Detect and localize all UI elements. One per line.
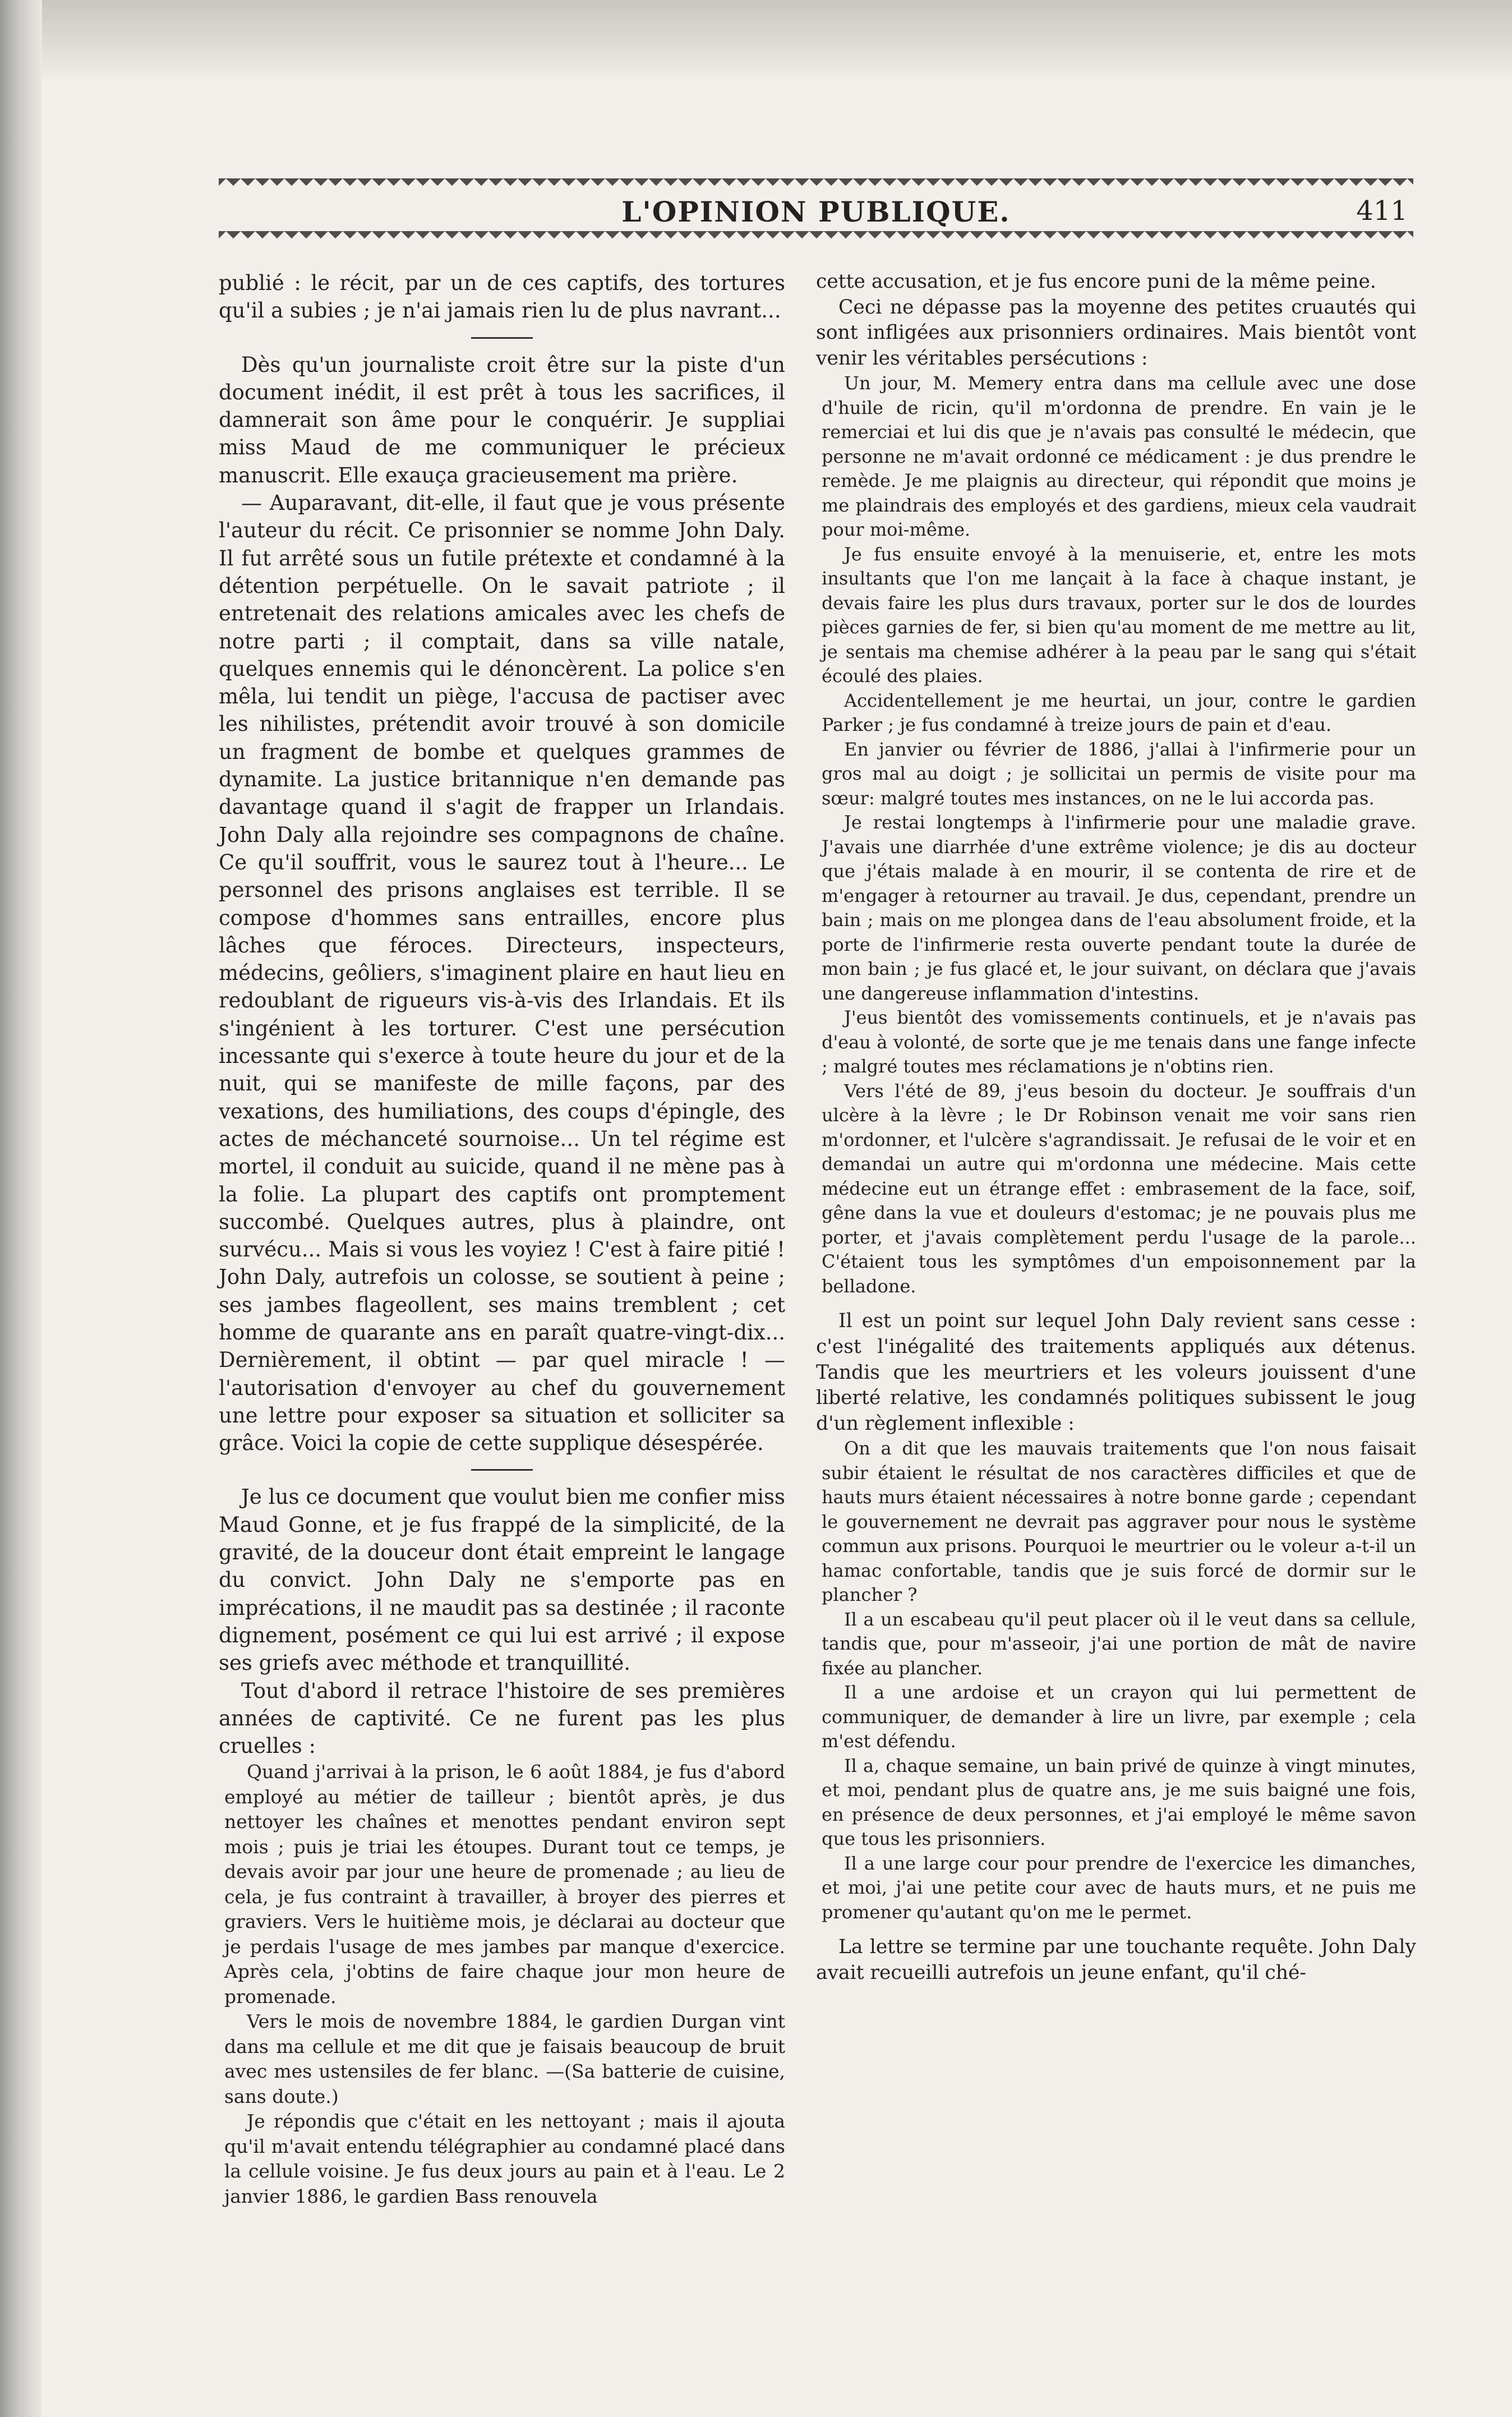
scan-shadow-top [0, 0, 1512, 84]
left-column [219, 269, 785, 2209]
page-header [219, 193, 1413, 232]
quoted-letter-paragraph: Vers le mois de novembre 1884, le gardien Durgan vint dans ma cellule et me dit que je faisais beaucoup de bruit avec mes ustensiles de fer blanc. —(Sa batterie de cuisine, sans doute.) [224, 2010, 785, 2107]
quoted-letter-paragraph: Il a une ardoise et un crayon qui lui permettent de communiquer, de demander à lire un livre, par exemple ; cela m'est défendu. [822, 1682, 1416, 1752]
quoted-letter-paragraph: Il a un escabeau qu'il peut placer où il le veut dans sa cellule, tandis que, pour m'asseoir, j'ai une portion de mât de navire fixée au plancher. [822, 1608, 1416, 1679]
quoted-letter-paragraph: En janvier ou février de 1886, j'allai à l'infirmerie pour un gros mal au doigt ; je sollicitai un permis de visite pour ma sœur: malgré toutes mes instances, on ne le lui accorda pas. [822, 738, 1416, 809]
quoted-letter-paragraph: Vers l'été de 89, j'eus besoin du docteur. Je souffrais d'un ulcère à la lèvre ; le Dr Robinson venait me voir sans rien m'ordonner, et l'ulcère s'agrandissait. Je refusai de le voir et en demandai un autre qui m'ordonna une médecine. Mais cette médecine eut un étrange effet : embrasement de la face, soif, gêne dans la vue et douleurs d'estomac; je ne pouvais plus me porter, et j'avais complètement perdu l'usage de la parole... C'étaient tous les symptômes d'un empoisonnement par la belladone. [822, 1080, 1416, 1297]
paragraph: cette accusation, et je fus encore puni de la même peine. [816, 270, 1376, 293]
paragraph: Il est un point sur lequel John Daly revient sans cesse : c'est l'inégalité des traitements appliqués aux détenus. Tandis que les meurtriers et les voleurs jouissent d'une liberté relative, les condamnés politiques subissent le joug d'un règlement inflexible : [816, 1310, 1416, 1435]
running-title: L'OPINION PUBLIQUE. [621, 195, 1011, 228]
quoted-letter-paragraph: Il a une large cour pour prendre de l'exercice les dimanches, et moi, j'ai une petite cour avec de hauts murs, et ne puis me promener qu'autant qu'on me le permet. [822, 1852, 1416, 1923]
paragraph: Ceci ne dépasse pas la moyenne des petites cruautés qui sont infligées aux prisonniers ordinaires. Mais bientôt vont venir les véritables persécutions : [816, 296, 1416, 370]
section-separator [471, 337, 533, 339]
quoted-letter-paragraph: Un jour, M. Memery entra dans ma cellule avec une dose d'huile de ricin, qu'il m'ordonna de prendre. En vain je le remerciai et lui dis que je n'avais pas consulté le médecin, que personne ne m'avait ordonné ce médicament : je dus prendre le remède. Je me plaignis au directeur, qui répondit que moins je me plaindrais des employés et des gardiens, mieux cela vaudrait pour moi-même. [822, 372, 1416, 541]
scan-shadow-left [0, 0, 42, 2417]
quoted-letter-paragraph: Il a, chaque semaine, un bain privé de quinze à vingt minutes, et moi, pendant plus de quatre ans, je me suis baigné une fois, en présence de deux personnes, et j'ai employé le même savon que tous les prisonniers. [822, 1755, 1416, 1850]
page-number: 411 [1356, 195, 1408, 227]
quoted-letter-paragraph: Accidentellement je me heurtai, un jour, contre le gardien Parker ; je fus condamné à treize jours de pain et d'eau. [822, 689, 1416, 736]
quoted-letter-paragraph: On a dit que les mauvais traitements que l'on nous faisait subir étaient le résultat de nos caractères difficiles et que de hauts murs étaient nécessaires à notre bonne garde ; cependant le gouvernement ne devrait pas aggraver pour nous le système commun aux prisons. Pourquoi le meurtrier ou le voleur a-t-il un hamac confortable, tandis que je suis forcé de dormir sur le plancher ? [822, 1438, 1416, 1606]
quoted-letter-paragraph: Je répondis que c'était en les nettoyant ; mais il ajouta qu'il m'avait entendu télégraphier au condamné placé dans la cellule voisine. Je fus deux jours au pain et à l'eau. Le 2 janvier 1886, le gardien Bass renouvela [224, 2110, 785, 2207]
paragraph: La lettre se termine par une touchante requête. John Daly avait recueilli autrefois un jeune enfant, qu'il ché- [816, 1936, 1416, 1984]
quoted-letter-paragraph: J'eus bientôt des vomissements continuels, et je n'avais pas d'eau à volonté, de sorte que je me tenais dans une fange infecte ; malgré toutes mes réclamations je n'obtins rien. [822, 1007, 1416, 1078]
header-ornament-top [219, 178, 1413, 193]
paragraph: — Auparavant, dit-elle, il faut que je vous présente l'auteur du récit. Ce prisonnier se nomme John Daly. Il fut arrêté sous un futile prétexte et condamné à la détention perpétuelle. On le savait patriote ; il entretenait des relations amicales avec les chefs de notre parti ; il comptait, dans sa ville natale, quelques ennemis qui le dénoncèrent. La police s'en mêla, lui tendit un piège, l'accusa de pactiser avec les nihilistes, prétendit avoir trouvé à son domicile un fragment de bombe et quelques grammes de dynamite. La justice britannique n'en demande pas davantage quand il s'agit de frapper un Irlandais. John Daly alla rejoindre ses compagnons de chaîne. Ce qu'il souffrit, vous le saurez tout à l'heure... Le personnel des prisons anglaises est terrible. Il se compose d'hommes sans entrailles, encore plus lâches que féroces. Directeurs, inspecteurs, médecins, geôliers, s'imaginent plaire en haut lieu en redoublant de rigueurs vis-à-vis des Irlandais. Et ils s'ingénient à les torturer. C'est une persécution incessante qui s'exerce à toute heure du jour et de la nuit, qui se manifeste de mille façons, par des vexations, des humiliations, des coups d'épingle, des actes de méchanceté sournoise... Un tel régime est mortel, il conduit au suicide, quand il ne mène pas à la folie. La plupart des captifs ont promptement succombé. Quelques autres, plus à plaindre, ont survécu... Mais si vous les voyiez ! C'est à faire pitié ! John Daly, autrefois un colosse, se soutient à peine ; ses jambes flageollent, ses mains tremblent ; cet homme de quarante ans en paraît quatre-vingt-dix... Dernièrement, il obtint — par quel miracle ! — l'autorisation d'envoyer au chef du gouvernement une lettre pour exposer sa situation et solliciter sa grâce. Voici la copie de cette supplique désespérée. [219, 491, 785, 1456]
right-column [816, 269, 1416, 1986]
paragraph: Je lus ce document que voulut bien me confier miss Maud Gonne, et je fus frappé de la simplicité, de la gravité, de la douceur dont était empreint le langage du convict. John Daly ne s'emporte pas en imprécations, il ne maudit pas sa destinée ; il raconte dignement, posément ce qui lui est arrivé ; il expose ses griefs avec méthode et tranquillité. [219, 1485, 785, 1675]
header-ornament-bottom [219, 231, 1413, 246]
section-separator [471, 1469, 533, 1471]
quoted-letter-paragraph: Je fus ensuite envoyé à la menuiserie, et, entre les mots insultants que l'on me lançait à la face à chaque instant, je devais faire les plus durs travaux, porter sur le dos de lourdes pièces garnies de fer, si bien qu'au moment de me mettre au lit, je sentais ma chemise adhérer à la peau par le sang qui s'était écoulé des plaies. [822, 543, 1416, 687]
quoted-letter-paragraph: Je restai longtemps à l'infirmerie pour une maladie grave. J'avais une diarrhée d'une extrême violence; je dis au docteur que j'étais malade à en mourir, il se contenta de rire et de m'engager à retourner au travail. Je dus, cependant, prendre un bain ; mais on me plongea dans de l'eau absolument froide, et la porte de l'infirmerie resta ouverte pendant toute la durée de mon bain ; je fus glacé et, le jour suivant, on déclara que j'avais une dangereuse inflammation d'intestins. [822, 812, 1416, 1004]
quoted-letter-paragraph: Quand j'arrivai à la prison, le 6 août 1884, je fus d'abord employé au métier de tailleur ; bientôt après, je dus nettoyer les chaînes et menottes pendant environ sept mois ; puis je triai les étoupes. Durant tout ce temps, je devais avoir par jour une heure de promenade ; au lieu de cela, je fus contraint à travailler, à broyer des pierres et graviers. Vers le huitième mois, je déclarai au docteur que je perdais l'usage de mes jambes par manque d'exercice. Après cela, j'obtins de faire chaque jour mon heure de promenade. [224, 1761, 785, 2008]
paragraph: Dès qu'un journaliste croit être sur la piste d'un document inédit, il est prêt à tous les sacrifices, il damnerait son âme pour le conquérir. Je suppliai miss Maud de me communiquer le précieux manuscrit. Elle exauça gracieusement ma prière. [219, 352, 785, 487]
paragraph: publié : le récit, par un de ces captifs, des tortures qu'il a subies ; je n'ai jamais rien lu de plus navrant... [219, 271, 785, 323]
paragraph: Tout d'abord il retrace l'histoire de ses premières années de captivité. Ce ne furent pas les plus cruelles : [219, 1678, 785, 1758]
